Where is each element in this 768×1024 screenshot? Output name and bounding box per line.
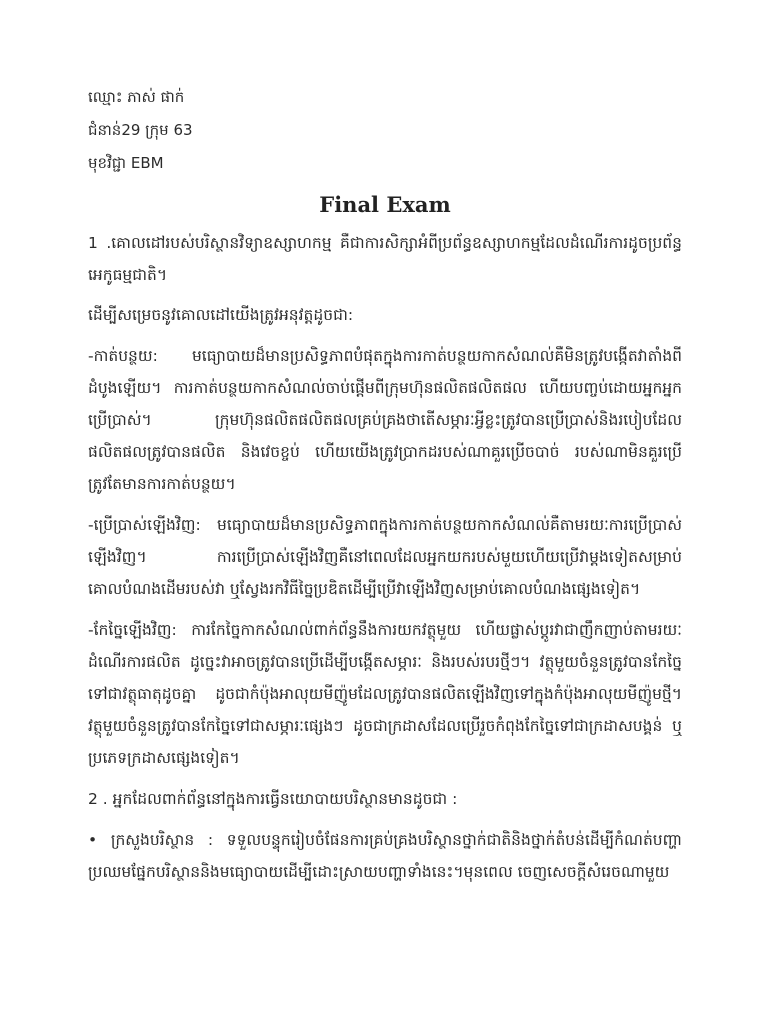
paragraph-intro: ដើម្បីសម្រេចនូវគោលដៅយើងត្រូវអនុវត្តដូចជា: xyxy=(88,306,354,324)
student-name: ឈ្មោះ ភាស់ ផាក់ xyxy=(88,88,185,106)
paragraph-recycle: -កែច្នៃឡើងវិញ: ការកែច្នៃកាកសំណល់ពាក់ព័ន្ធនឹងការយកវត្ថុមួយ ហើយផ្លាស់ប្តូរវាជាញឹកញាប់តាមរយៈដំណើរការផលិត ដូច្នេះវាអាចត្រូវបានប្រើដើម្បីបង្កើតសម្ភារៈ និងរបស់របរថ្មីៗ។ វត្ថុមួយចំនួនត្រូវបានកែច្នៃទៅជាវត្ថុធាតុដូចគ្នា ដូចជាកំប៉ុងអាលុយមីញ៉ូមដែលត្រូវបានផលិតឡើងវិញទៅក្នុងកំប៉ុងអាលុយមីញ៉ូមថ្មី។ វត្ថុមួយចំនួនត្រូវបានកែច្នៃទៅជាសម្ភារៈផ្សេងៗ ដូចជាក្រដាសដែលប្រើរួចកំពុងកែច្នៃទៅជាក្រដាសបង្គន់ ឬប្រភេទក្រដាសផ្សេងទៀត។ xyxy=(88,621,682,767)
page-title: Final Exam xyxy=(319,192,451,217)
student-class: ជំនាន់29 ក្រុម 63 xyxy=(88,121,193,139)
document-page xyxy=(88,86,682,897)
paragraph-ministry: • ក្រសួងបរិស្ថាន : ទទួលបន្ទុករៀបចំផែនការគ្រប់គ្រងបរិស្ថានថ្នាក់ជាតិនិងថ្នាក់តំបន់ដើម្បីកំណត់បញ្ហាប្រឈមផ្នែកបរិស្ថាននិងមធ្យោបាយដើម្បីដោះស្រាយបញ្ហាទាំងនេះ។មុនពេល ចេញសេចក្តីសំរេចណាមួយ xyxy=(88,831,682,881)
paragraph-reduce: -កាត់បន្ថយ: មធ្យោបាយដ៏មានប្រសិទ្ធភាពបំផុតក្នុងការកាត់បន្ថយកាកសំណល់គឺមិនត្រូវបង្កើតវាតាំងពីដំបូងឡើយ។ ការកាត់បន្ថយកាកសំណល់ចាប់ផ្តើមពីក្រុមហ៊ុនផលិតផលិតផល ហើយបញ្ចប់ដោយអ្នកអ្នកប្រើប្រាស់។ ក្រុមហ៊ុនផលិតផលិតផលគ្រប់គ្រងថាតើសម្ភារៈអ្វីខ្លះត្រូវបានប្រើប្រាស់និងរបៀបដែលផលិតផលត្រូវបានផលិត និងវេចខ្ចប់ ហើយយើងត្រូវប្រាកដរបស់ណាគួរប្រើចបាច់ របស់ណាមិនគួរប្រើត្រូវតែមានការកាត់បន្ថយ។ xyxy=(88,347,682,493)
paragraph-goal: 1 .គោលដៅរបស់បរិស្ថានវិទ្យាឧស្សាហកម្ម គឺជាការសិក្សាអំពីប្រព័ន្ធឧស្សាហកម្មដែលដំណើរការដូចប្រព័ន្ធអេកូធម្មជាតិ។ xyxy=(88,234,682,284)
paragraph-question-2: 2 . អ្នកដែលពាក់ព័ន្ធនៅក្នុងការធ្វើនយោបាយបរិស្ថានមានដូចជា : xyxy=(88,790,458,808)
paragraph-reuse: -ប្រើប្រាស់ឡើងវិញ: មធ្យោបាយដ៏មានប្រសិទ្ធភាពក្នុងការកាត់បន្ថយកាកសំណល់គឺតាមរយៈការប្រើប្រាស់ឡើងវិញ។ ការប្រើប្រាស់ឡើងវិញគឺនៅពេលដែលអ្នកយករបស់មួយហើយប្រើវាម្តងទៀតសម្រាប់គោលបំណងដើមរបស់វា ឬស្វែងរកវិធីច្នៃប្រឌិតដើម្បីប្រើវាឡើងវិញសម្រាប់គោលបំណងផ្សេងទៀត។ xyxy=(88,516,682,598)
subject-line: មុខវិជ្ជា EBM xyxy=(88,154,164,172)
